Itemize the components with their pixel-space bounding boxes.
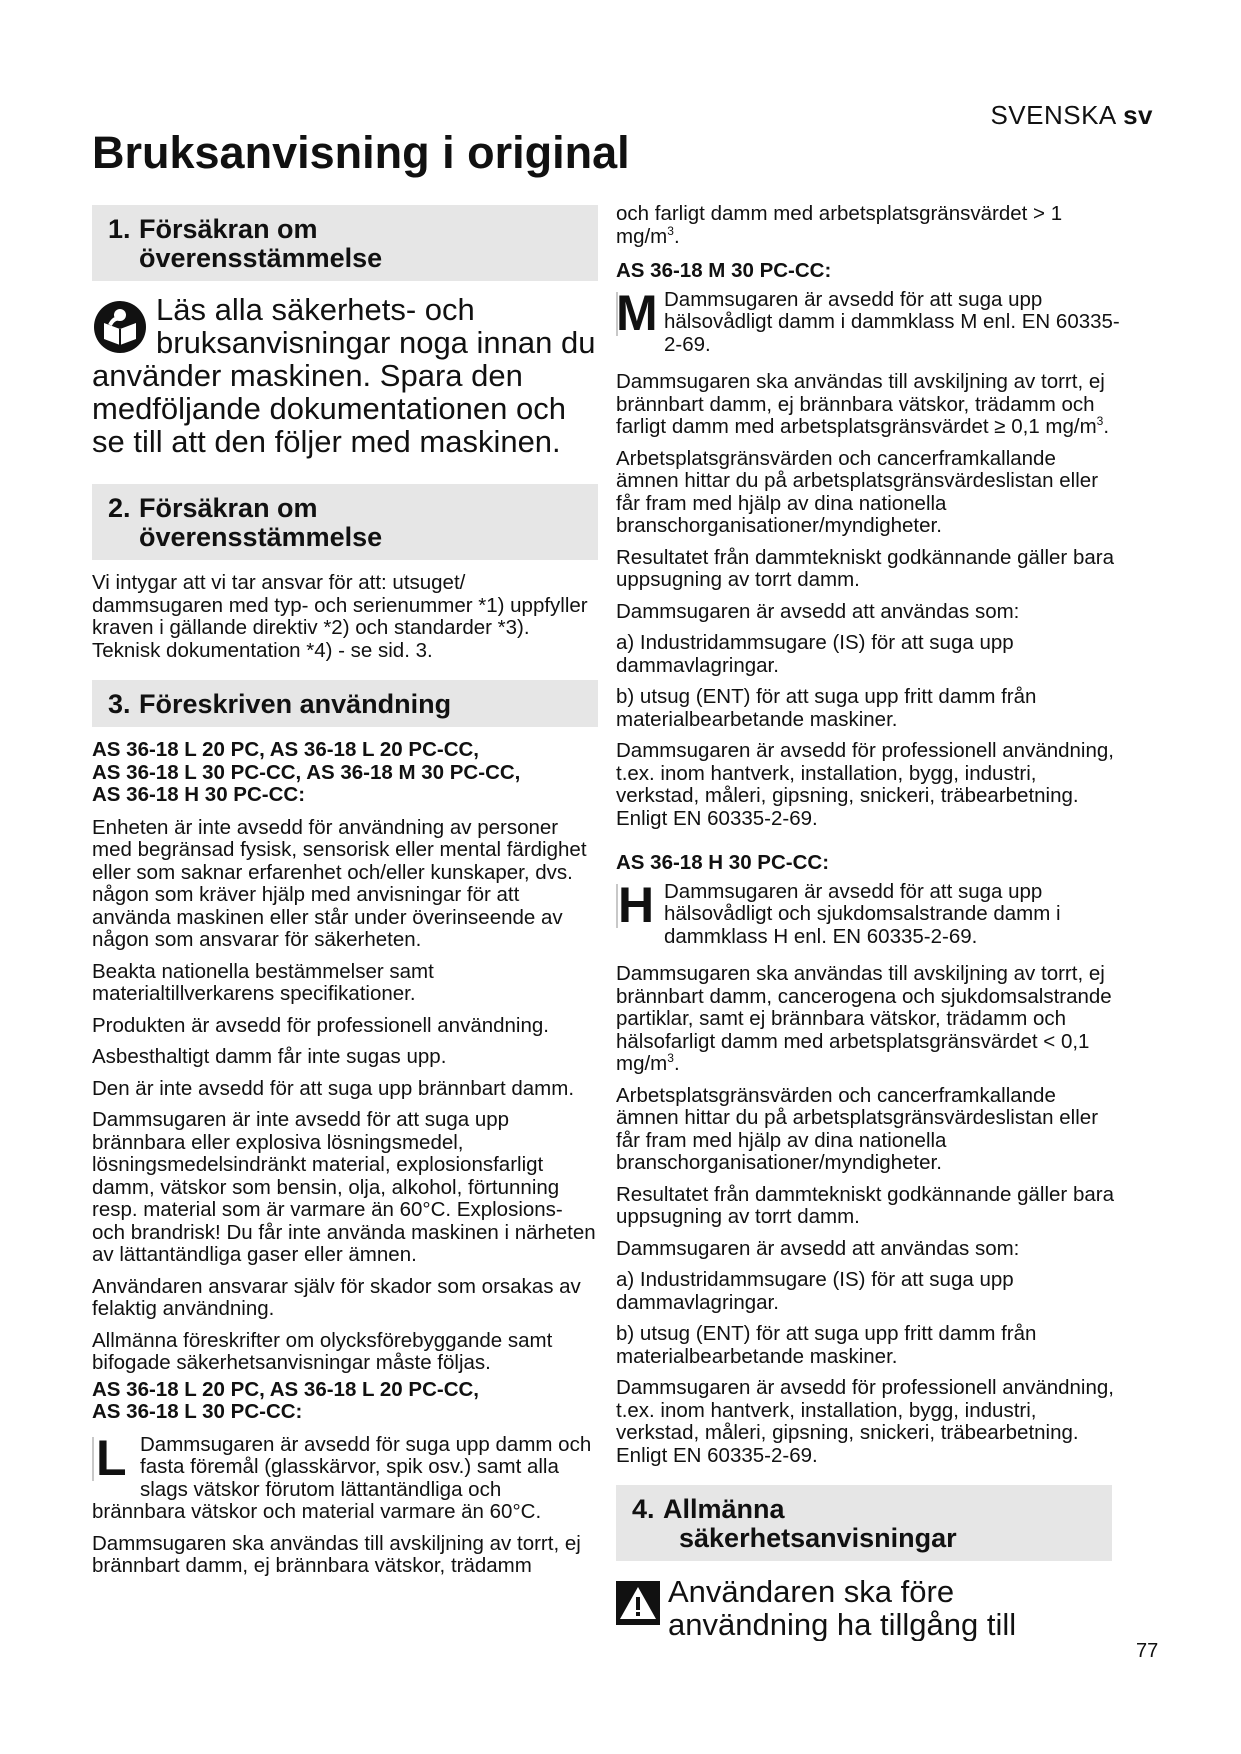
paragraph: Arbetsplatsgränsvärden och cancerframkallande ämnen hittar du på arbetsplatsgränsvärdeslistan eller får fram med hjälp av dina nationella branschorganisationer/myndigheter. [616, 1083, 1099, 1174]
section-number: 1. [108, 214, 131, 244]
section-number: 3. [108, 689, 131, 719]
paragraph: Allmänna föreskrifter om olycksförebyggande samt bifogade säkerhetsanvisningar måste följas. [92, 1328, 553, 1374]
paragraph: Enheten är inte avsedd för användning av personer med begränsad fysisk, sensorisk eller mental färdighet eller som saknar erfarenhet och/eller kunskaper, dvs. någon som kräver hjälp med anvisningar för att använda maskinen eller står under överinseende av någon som ansvarar för säkerheten. [92, 815, 587, 951]
section-2-heading: 2. Försäkran om överensstämmelse [92, 484, 598, 560]
paragraph: Resultatet från dammtekniskt godkännande gäller bara uppsugning av torrt damm. [616, 1182, 1114, 1228]
paragraph: Dammsugaren är avsedd att användas som: [616, 1236, 1020, 1260]
dust-class-l-icon: L [92, 1437, 134, 1483]
intro-block [92, 293, 598, 458]
right-column [616, 203, 1120, 1641]
paragraph: Dammsugaren ska användas till avskiljning av torrt, ej brännbart damm, ej brännbara vätskor, trädamm och farligt damm med arbetsplatsgränsvärdet ≥ 0,1 $mg/m^3$. [616, 370, 1110, 438]
paragraph: b) utsug (ENT) för att suga upp fritt damm från materialbearbetande maskiner. [616, 685, 1037, 731]
read-manual-icon [92, 299, 148, 355]
paragraph: Dammsugaren är avsedd för professionell användning, t.ex. inom hantverk, installation, bygg, industri, verkstad, måleri, gipsning, snickeri, träbearbetning. Enligt EN 60335-2-69. [616, 739, 1114, 830]
section-number: 2. [108, 493, 131, 523]
dust-class-h-block [616, 881, 1120, 958]
warning-block [616, 1575, 1120, 1641]
paragraph: a) Industridammsugare (IS) för att suga upp dammavlagringar. [616, 1268, 1014, 1314]
dust-class-m-text: Dammsugaren är avsedd för att suga upp hälsovådligt damm i dammklass M enl. EN 60335-2-69. [664, 288, 1120, 356]
dust-class-h-text: Dammsugaren är avsedd för att suga upp hälsovådligt och sjukdomsalstrande damm i dammklass H enl. EN 60335-2-69. [664, 880, 1061, 948]
warning-text: Användaren ska före användning ha tillgång till [668, 1575, 1017, 1641]
section-number: 4. [632, 1494, 655, 1524]
models-heading-1: AS 36-18 L 20 PC, AS 36-18 L 20 PC-CC, AS 36-18 L 30 PC-CC, AS 36-18 M 30 PC-CC, AS 36-18 H 30 PC-CC: [92, 738, 521, 806]
left-column [92, 205, 598, 1587]
language-label: SVENSKA sv [990, 100, 1153, 130]
dust-class-l-block [92, 1434, 598, 1533]
paragraph: Dammsugaren ska användas till avskiljning av torrt, ej brännbart damm, ej brännbara vätskor, trädamm [92, 1531, 581, 1577]
paragraph: Asbesthaltigt damm får inte sugas upp. [92, 1045, 447, 1068]
paragraph: Dammsugaren är avsedd att användas som: [616, 599, 1020, 623]
paragraph: a) Industridammsugare (IS) för att suga upp dammavlagringar. [616, 631, 1014, 677]
paragraph: Arbetsplatsgränsvärden och cancerframkallande ämnen hittar du på arbetsplatsgränsvärdeslistan eller får fram med hjälp av dina nationella branschorganisationer/myndigheter. [616, 446, 1099, 537]
intro-text: Läs alla säkerhets- och bruksanvisningar noga innan du använder maskinen. Spara den medföljande dokumentationen och se till att den följer med maskinen. [92, 292, 596, 459]
paragraph: och farligt damm med arbetsplatsgränsvärdet > 1 $mg/m^3$. [616, 202, 1063, 248]
dust-class-h-icon: H [618, 880, 655, 933]
dust-class-m-block [616, 289, 1120, 366]
paragraph: Beakta nationella bestämmelser samt materialtillverkarens specifikationer. [92, 959, 434, 1005]
model-heading-m: AS 36-18 M 30 PC-CC: [616, 259, 832, 282]
models-heading-2: AS 36-18 L 20 PC, AS 36-18 L 20 PC-CC, AS 36-18 L 30 PC-CC: [92, 1377, 480, 1423]
paragraph: Produkten är avsedd för professionell användning. [92, 1013, 549, 1037]
paragraph: Dammsugaren är inte avsedd för att suga upp brännbara eller explosiva lösningsmedel, lösningsmedelsindränkt material, explosionsfarligt damm, vätskor som bensin, olja, alkohol, förtunning resp. material som är varmare än 60°C. Explosions- och brandrisk! Du får inte använda maskinen i närheten av lättantändliga gaser eller ämnen. [92, 1108, 596, 1266]
section-3-heading: 3. Föreskriven användning [92, 680, 598, 727]
paragraph: b) utsug (ENT) för att suga upp fritt damm från materialbearbetande maskiner. [616, 1322, 1037, 1368]
warning-triangle-icon [616, 1581, 660, 1625]
paragraph: Dammsugaren är avsedd för professionell användning, t.ex. inom hantverk, installation, bygg, industri, verkstad, måleri, gipsning, snickeri, träbearbetning. Enligt EN 60335-2-69. [616, 1376, 1114, 1467]
section-4-heading: 4. Allmänna säkerhetsanvisningar [616, 1485, 1112, 1561]
dust-class-m-icon: M [616, 288, 658, 341]
page-title: Bruksanvisning i original [92, 127, 630, 178]
section-1-heading: 1. Försäkran om överensstämmelse [92, 205, 598, 281]
paragraph: Resultatet från dammtekniskt godkännande gäller bara uppsugning av torrt damm. [616, 545, 1114, 591]
page-number: 77 [1136, 1640, 1159, 1662]
dust-class-l-text: Dammsugaren är avsedd för suga upp damm och fasta föremål (glasskärvor, spik osv.) samt alla slags vätskor förutom lättantändliga och brännbara vätskor och material varmare än 60°C. [92, 1433, 592, 1523]
paragraph: Den är inte avsedd för att suga upp brännbart damm. [92, 1076, 575, 1100]
paragraph: Användaren ansvarar själv för skador som orsakas av felaktig användning. [92, 1274, 581, 1320]
declaration-text: Vi intygar att vi tar ansvar för att: utsuget/ dammsugaren med typ- och serienummer *1) uppfyller kraven i gällande direktiv *2) och standarder *3). Teknisk dokumentation *4) - se sid. 3. [92, 571, 588, 662]
model-heading-h: AS 36-18 H 30 PC-CC: [616, 851, 830, 874]
paragraph: Dammsugaren ska användas till avskiljning av torrt, ej brännbart damm, cancerogena och sjukdomsalstrande partiklar, samt ej brännbara vätskor, trädamm och hälsofarligt damm med arbetsplatsgränsvärdet < 0,1 $mg/m^3$. [616, 962, 1112, 1075]
